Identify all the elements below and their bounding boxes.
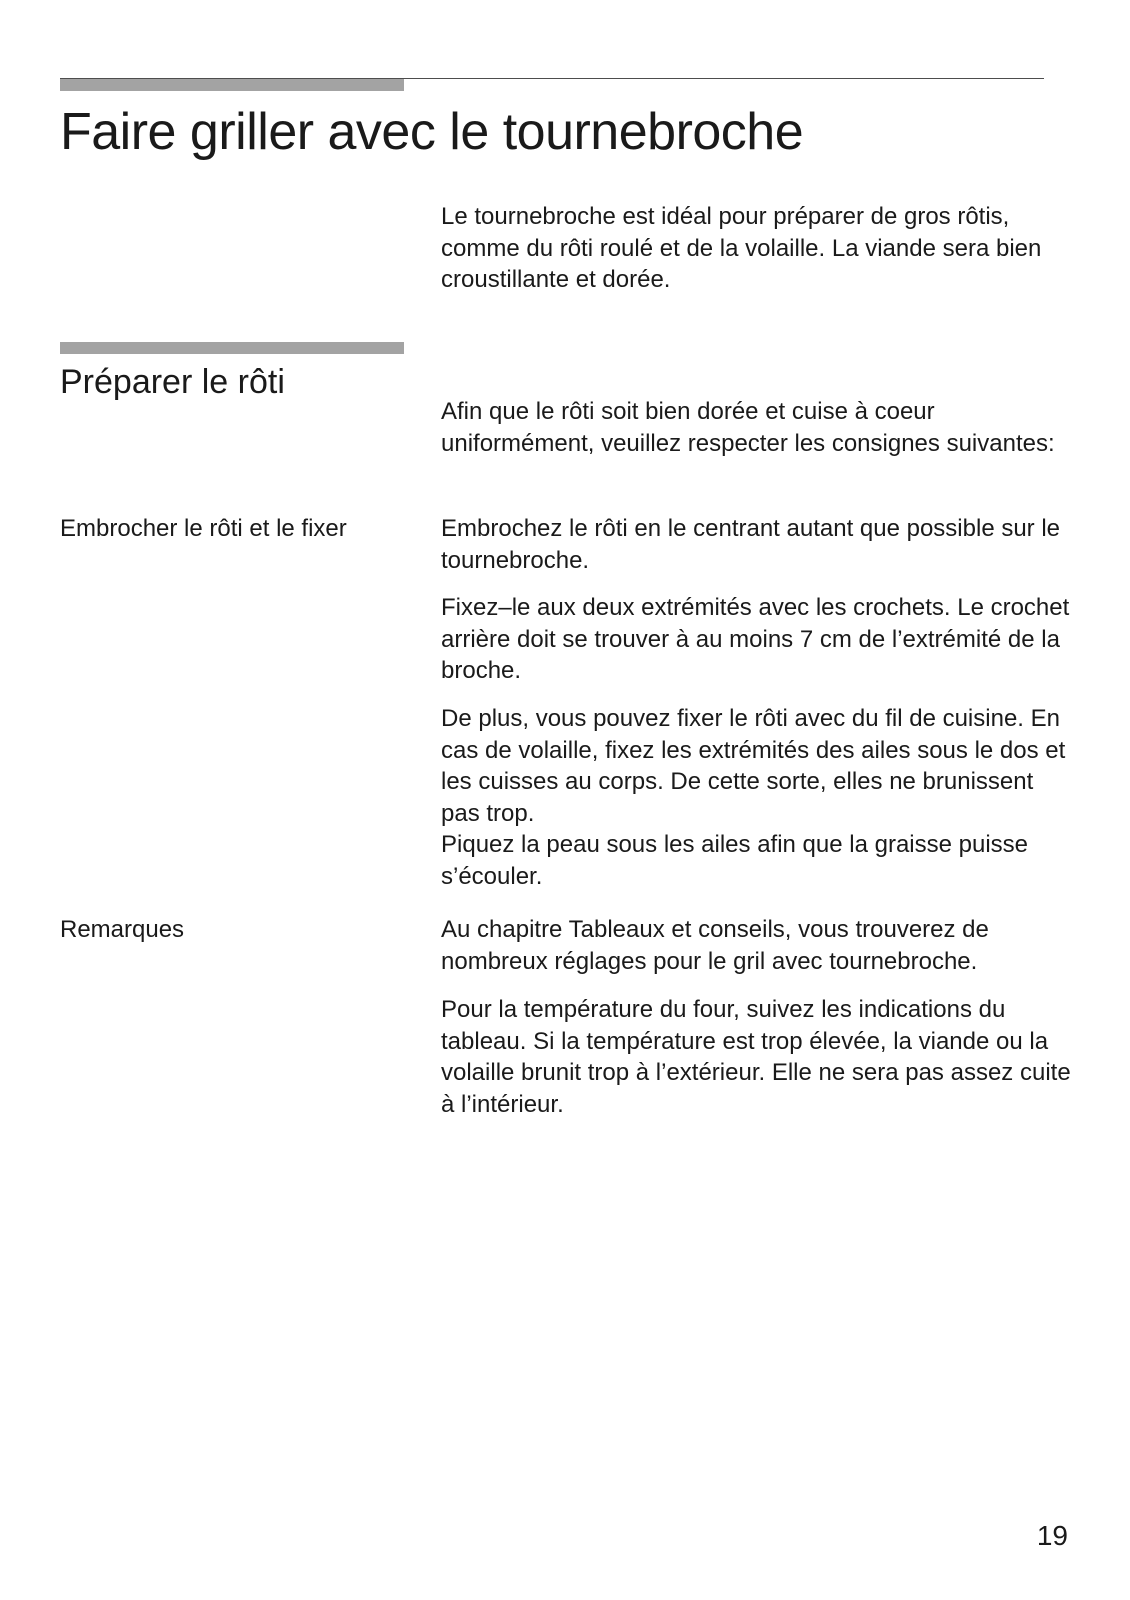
section-intro-paragraph: Afin que le rôti soit bien dorée et cuise à coeur uniformément, veuillez respecter les consignes suivantes:: [441, 398, 1055, 457]
header-accent-bar: [60, 79, 404, 91]
embrocher-paragraph-1: Embrochez le rôti en le centrant autant que possible sur le tournebroche.: [441, 515, 1061, 574]
embrocher-paragraph-3: De plus, vous pouvez fixer le rôti avec du fil de cuisine. En cas de volaille, fixez les extrémités des ailes sous le dos et les cuisses au corps. De cette sorte, elles ne brunissent pas trop.: [441, 705, 1066, 827]
page-number: 19: [1036, 1520, 1068, 1551]
section-title: Préparer le rôti: [60, 363, 285, 401]
remarques-label: Remarques: [60, 916, 185, 943]
embrocher-paragraph-4: Piquez la peau sous les ailes afin que la graisse puisse s’écouler.: [441, 831, 1029, 890]
remarques-paragraph-1: Au chapitre Tableaux et conseils, vous trouverez de nombreux réglages pour le gril avec tournebroche.: [441, 916, 989, 975]
remarques-paragraph-2: Pour la température du four, suivez les indications du tableau. Si la température est trop élevée, la viande ou la volaille brunit trop à l’extérieur. Elle ne sera pas assez cuite à l’intérieur.: [441, 996, 1071, 1118]
intro-paragraph: Le tournebroche est idéal pour préparer de gros rôtis, comme du rôti roulé et de la volaille. La viande sera bien croustillante et dorée.: [441, 203, 1042, 293]
page-title: Faire griller avec le tournebroche: [60, 103, 804, 161]
section-accent-bar: [60, 342, 404, 354]
embrocher-paragraph-2: Fixez–le aux deux extrémités avec les crochets. Le crochet arrière doit se trouver à au moins 7 cm de l’extrémité de la broche.: [441, 594, 1070, 684]
embrocher-label: Embrocher le rôti et le fixer: [60, 515, 347, 542]
